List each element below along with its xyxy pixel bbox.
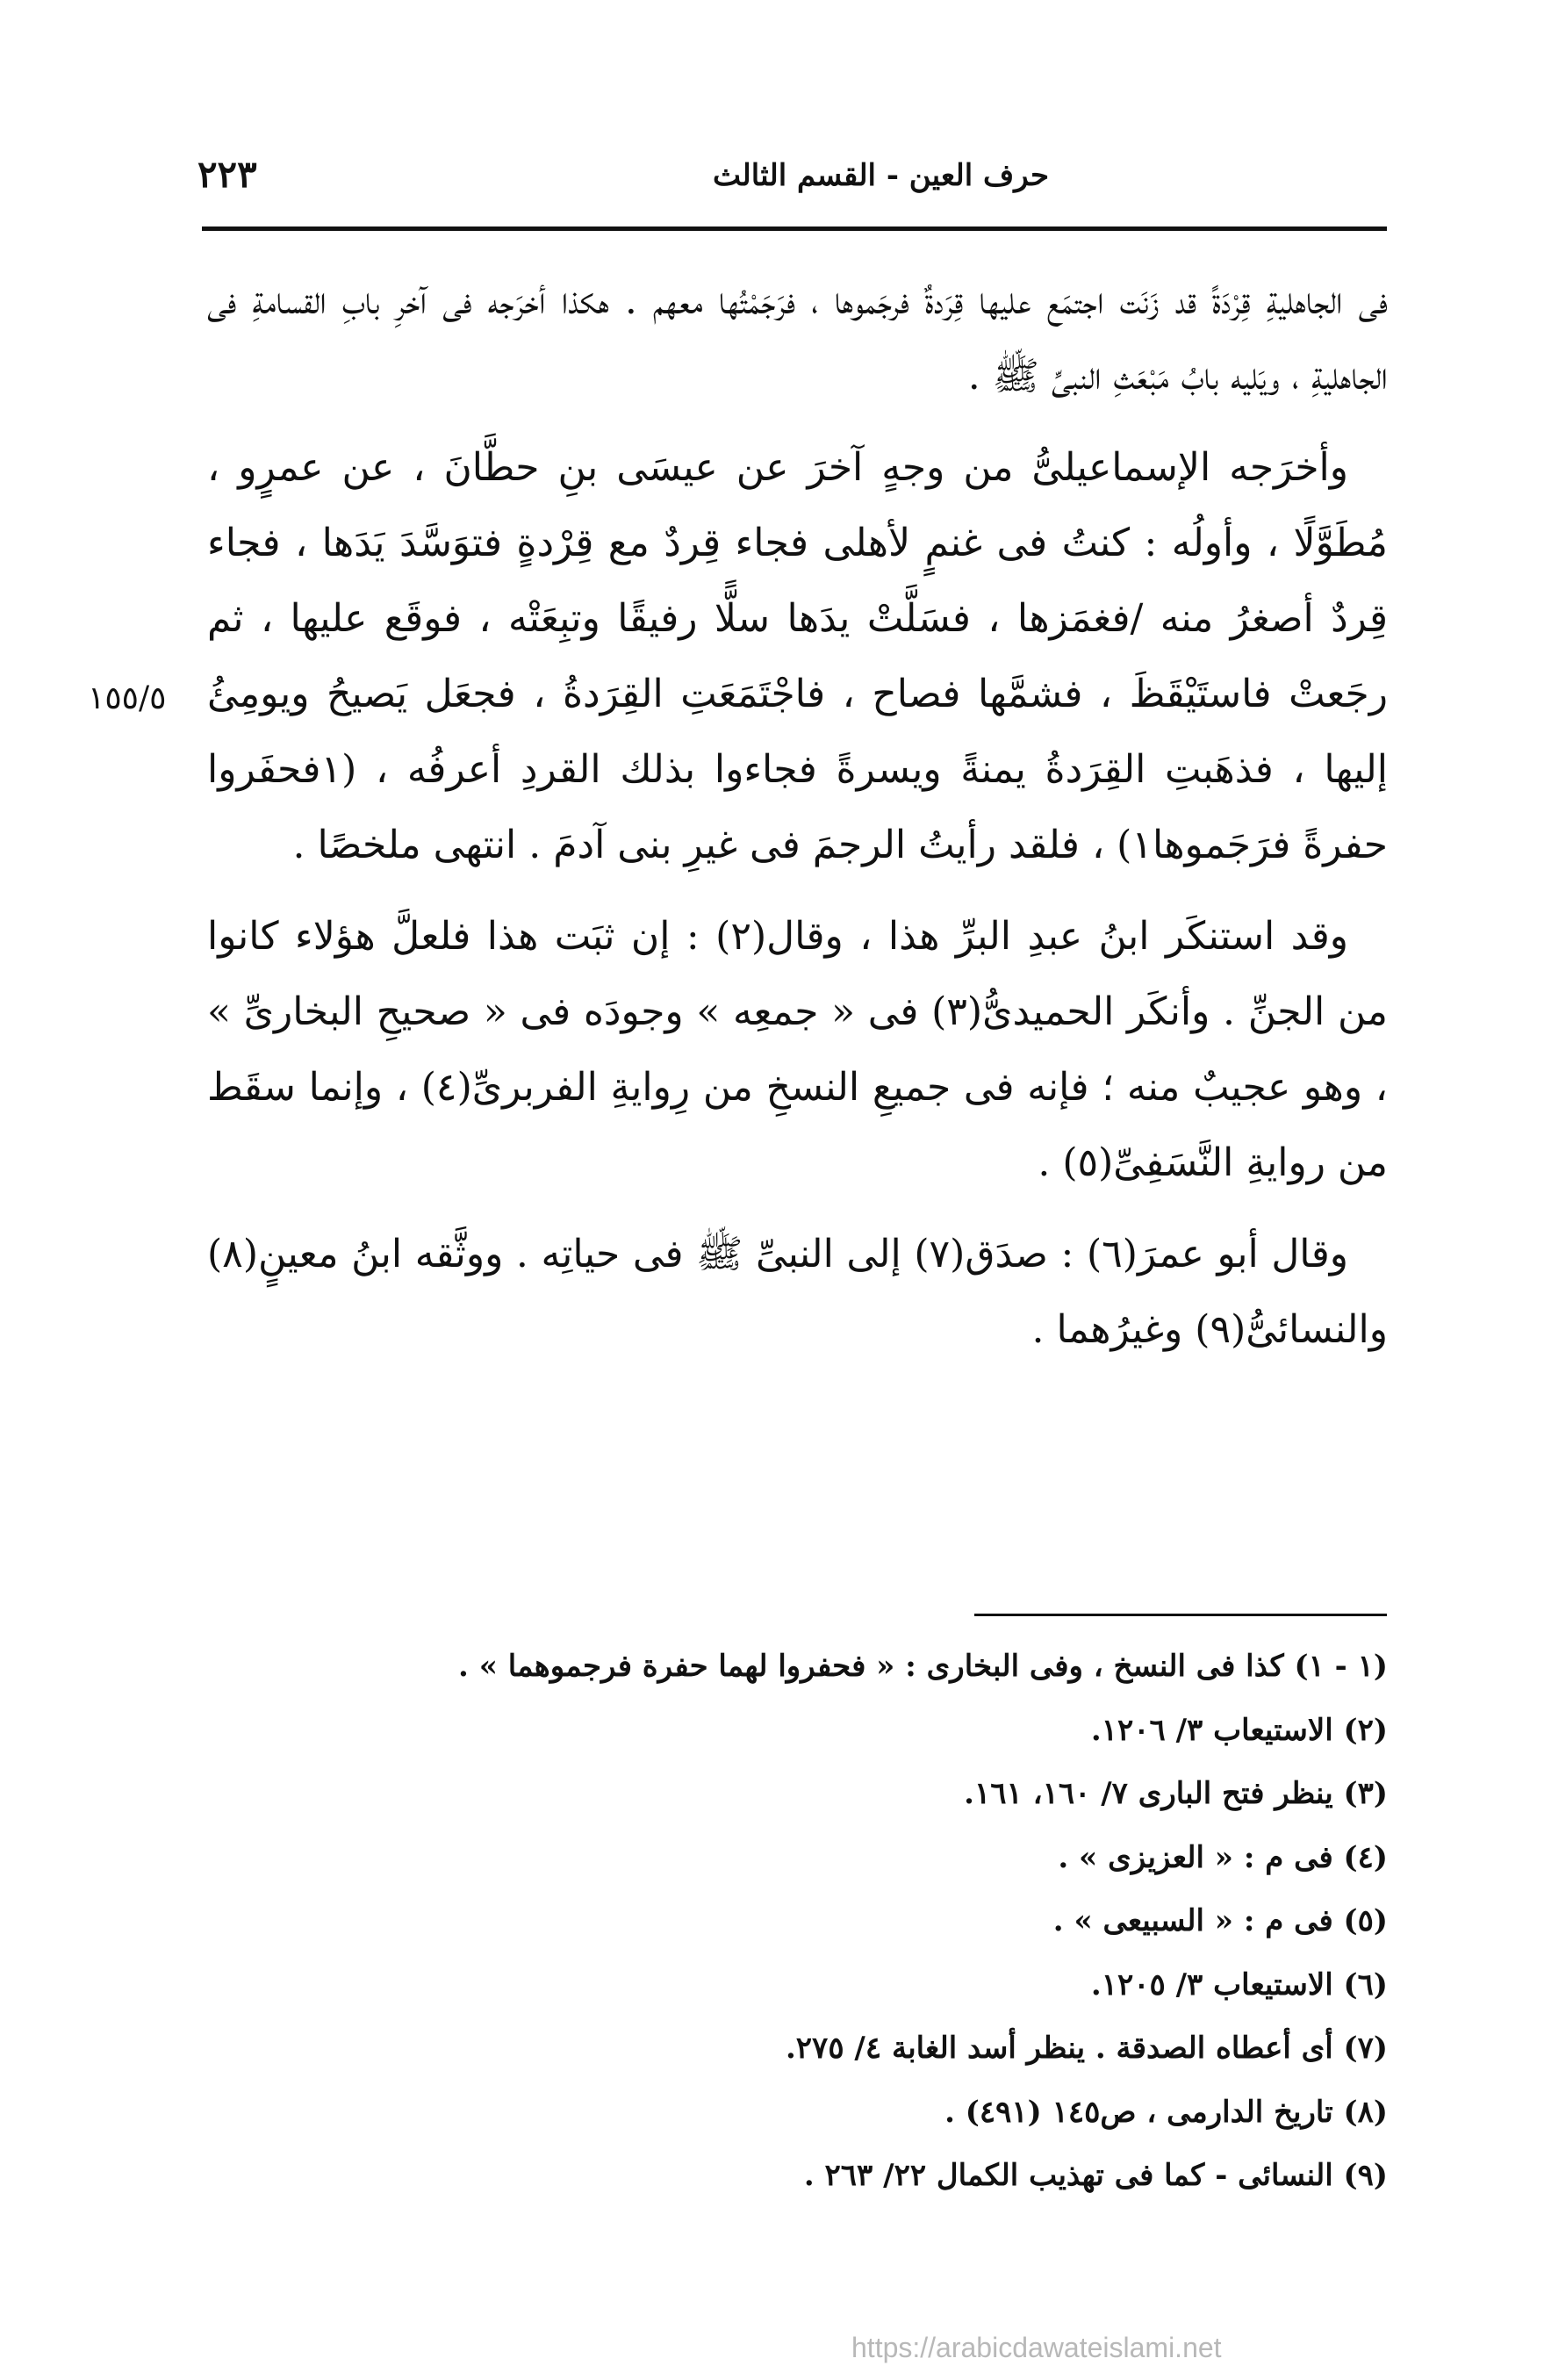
page-header — [197, 149, 1391, 211]
paragraph: وقال أبو عمرَ(٦) : صدَق(٧) إلى النبىِّ ﷺ فى حياتِه . ووثَّقه ابنُ معينٍ(٨) والنسائىُّ(٩) وغيرُهما . — [207, 1232, 1388, 1352]
footnote: (٥) فى م : « السبيعى » . — [1052, 1903, 1388, 1938]
paragraph: فى الجاهليةِ قِرْدَةً قد زَنَت اجتمَع عليها قِرَدةٌ فرجَموها ، فرَجَمْتُها معهم . هكذا أخرَجه فى آخرِ بابِ القسامةِ فى الجاهليةِ ، ويَليه بابُ مَبْعَثِ النبىِّ ﷺ . — [207, 278, 1388, 399]
watermark-url: https://arabicdawateislami.net — [851, 2332, 1222, 2363]
footnotes — [207, 1635, 1388, 2208]
footnote-separator — [974, 1614, 1387, 1616]
header-rule — [202, 226, 1387, 231]
footnote: (١ - ١) كذا فى النسخ ، وفى البخارى : « فحفروا لهما حفرة فرجموهما » . — [458, 1649, 1388, 1684]
footnote: (٨) تاريخ الدارمى ، ص١٤٥ (٤٩١) . — [944, 2094, 1388, 2130]
page-number: ٢٢٣ — [197, 153, 257, 196]
margin-reference-note: ١٥٥/٥ — [88, 680, 167, 716]
footnote: (٧) أى أعطاه الصدقة . ينظر أسد الغابة ٤/ ٢٧٥. — [785, 2031, 1388, 2066]
paragraph: وأخرَجه الإسماعيلىُّ من وجهٍ آخرَ عن عيسَى بنِ حطَّانَ ، عن عمرٍو ، مُطَوَّلًا ، وأولُه : كنتُ فى غنمٍ لأهلى فجاء قِردٌ مع قِرْدةٍ فتوَسَّدَ يَدَها ، فجاء قِردٌ أصغرُ منه /فغمَزها ، فسَلَّتْ يدَها سلًّا رفيقًا وتبِعَتْه ، فوقَع عليها ، ثم رجَعتْ فاستَيْقَظَ ، فشمَّها فصاح ، فاجْتَمَعَتِ القِرَدةُ ، فجعَل يَصيحُ ويومِئُ إليها ، فذهَبتِ القِرَدةُ يمنةً ويسرةً فجاءوا بذلك القردِ أعرفُه ، (١فحفَروا حفرةً فرَجَموها١) ، فلقد رأيتُ الرجمَ فى غيرِ بنى آدمَ . انتهى ملخصًا . — [207, 445, 1388, 867]
main-text — [207, 263, 1388, 1384]
footnote: (٣) ينظر فتح البارى ٧/ ١٦٠، ١٦١. — [964, 1776, 1388, 1811]
footnote: (٩) النسائى - كما فى تهذيب الكمال ٢٢/ ٢٦٣ . — [803, 2158, 1388, 2193]
paragraph: وقد استنكَر ابنُ عبدِ البرِّ هذا ، وقال(٢) : إن ثبَت هذا فلعلَّ هؤلاء كانوا من الجنِّ . وأنكَر الحميدىُّ(٣) فى « جمعِه » وجودَه فى « صحيحِ البخارىِّ » ، وهو عجيبٌ منه ؛ فإنه فى جميعِ النسخِ من رِوايةِ الفربرىِّ(٤) ، وإنما سقَط من روايةِ النَّسَفِىِّ(٥) . — [207, 914, 1388, 1185]
running-title: حرف العين - القسم الثالث — [713, 158, 1049, 193]
footnote: (٦) الاستيعاب ٣/ ١٢٠٥. — [1090, 1967, 1388, 2003]
footnote: (٤) فى م : « العزيزى » . — [1058, 1839, 1388, 1875]
footnote: (٢) الاستيعاب ٣/ ١٢٠٦. — [1090, 1712, 1388, 1748]
